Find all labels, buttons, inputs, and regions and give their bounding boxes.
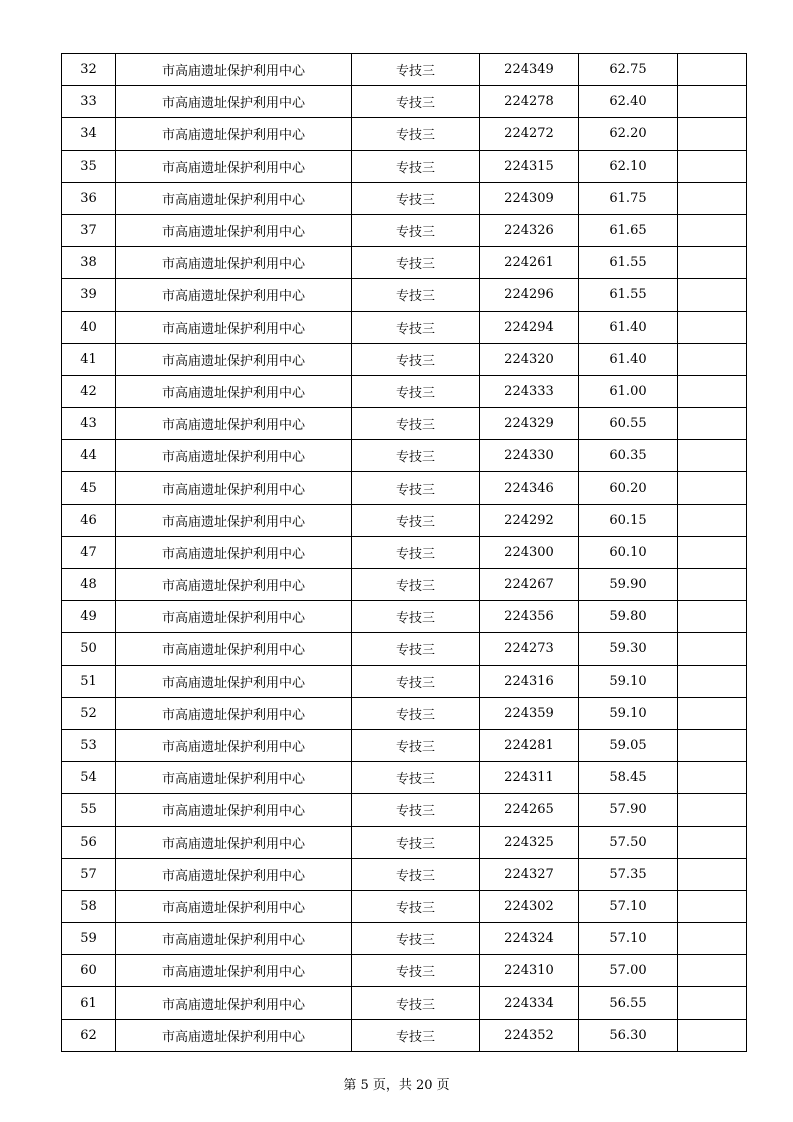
cell-no: 43	[62, 408, 116, 440]
cell-post: 专技三	[352, 729, 480, 761]
cell-no: 32	[62, 54, 116, 86]
table-row	[62, 858, 747, 890]
cell-id: 224309	[480, 182, 579, 214]
cell-post: 专技三	[352, 569, 480, 601]
results-table	[61, 53, 747, 1052]
cell-note	[678, 794, 747, 826]
cell-score: 57.00	[579, 955, 678, 987]
cell-post: 专技三	[352, 890, 480, 922]
cell-score: 60.20	[579, 472, 678, 504]
table-row	[62, 633, 747, 665]
cell-note	[678, 1019, 747, 1051]
cell-post: 专技三	[352, 472, 480, 504]
cell-score: 61.65	[579, 214, 678, 246]
cell-note	[678, 826, 747, 858]
cell-post: 专技三	[352, 150, 480, 182]
cell-note	[678, 279, 747, 311]
cell-no: 49	[62, 601, 116, 633]
cell-no: 45	[62, 472, 116, 504]
cell-score: 60.10	[579, 536, 678, 568]
cell-no: 51	[62, 665, 116, 697]
cell-score: 59.05	[579, 729, 678, 761]
cell-note	[678, 472, 747, 504]
cell-score: 60.55	[579, 408, 678, 440]
cell-no: 38	[62, 247, 116, 279]
cell-no: 56	[62, 826, 116, 858]
cell-score: 58.45	[579, 762, 678, 794]
cell-note	[678, 955, 747, 987]
cell-score: 61.00	[579, 375, 678, 407]
cell-id: 224300	[480, 536, 579, 568]
cell-id: 224310	[480, 955, 579, 987]
cell-no: 44	[62, 440, 116, 472]
cell-no: 61	[62, 987, 116, 1019]
cell-id: 224273	[480, 633, 579, 665]
cell-score: 62.20	[579, 118, 678, 150]
table-row	[62, 150, 747, 182]
cell-post: 专技三	[352, 536, 480, 568]
cell-id: 224278	[480, 86, 579, 118]
cell-score: 62.40	[579, 86, 678, 118]
cell-unit: 市高庙遗址保护利用中心	[116, 729, 352, 761]
cell-score: 60.35	[579, 440, 678, 472]
cell-note	[678, 247, 747, 279]
cell-note	[678, 214, 747, 246]
cell-unit: 市高庙遗址保护利用中心	[116, 697, 352, 729]
cell-note	[678, 697, 747, 729]
cell-score: 59.10	[579, 665, 678, 697]
cell-no: 46	[62, 504, 116, 536]
cell-id: 224320	[480, 343, 579, 375]
cell-id: 224356	[480, 601, 579, 633]
cell-id: 224327	[480, 858, 579, 890]
table-row	[62, 1019, 747, 1051]
table-row	[62, 569, 747, 601]
cell-note	[678, 311, 747, 343]
table-row	[62, 601, 747, 633]
cell-post: 专技三	[352, 214, 480, 246]
cell-post: 专技三	[352, 633, 480, 665]
cell-note	[678, 762, 747, 794]
cell-id: 224294	[480, 311, 579, 343]
cell-note	[678, 569, 747, 601]
cell-post: 专技三	[352, 279, 480, 311]
cell-post: 专技三	[352, 762, 480, 794]
page-footer: 第 5 页，共 20 页	[343, 1078, 450, 1093]
table-row	[62, 118, 747, 150]
cell-score: 59.30	[579, 633, 678, 665]
cell-post: 专技三	[352, 923, 480, 955]
cell-note	[678, 182, 747, 214]
cell-score: 57.10	[579, 890, 678, 922]
cell-no: 40	[62, 311, 116, 343]
cell-unit: 市高庙遗址保护利用中心	[116, 955, 352, 987]
cell-unit: 市高庙遗址保护利用中心	[116, 408, 352, 440]
table-row	[62, 472, 747, 504]
cell-unit: 市高庙遗址保护利用中心	[116, 472, 352, 504]
cell-no: 33	[62, 86, 116, 118]
cell-post: 专技三	[352, 375, 480, 407]
table-row	[62, 890, 747, 922]
cell-score: 59.10	[579, 697, 678, 729]
cell-score: 61.40	[579, 343, 678, 375]
cell-score: 61.75	[579, 182, 678, 214]
table-row	[62, 826, 747, 858]
cell-no: 54	[62, 762, 116, 794]
cell-no: 42	[62, 375, 116, 407]
cell-unit: 市高庙遗址保护利用中心	[116, 987, 352, 1019]
cell-post: 专技三	[352, 440, 480, 472]
cell-note	[678, 118, 747, 150]
cell-score: 60.15	[579, 504, 678, 536]
cell-unit: 市高庙遗址保护利用中心	[116, 633, 352, 665]
cell-id: 224267	[480, 569, 579, 601]
cell-no: 60	[62, 955, 116, 987]
cell-unit: 市高庙遗址保护利用中心	[116, 311, 352, 343]
cell-id: 224315	[480, 150, 579, 182]
table-row	[62, 54, 747, 86]
table-row	[62, 408, 747, 440]
cell-id: 224316	[480, 665, 579, 697]
cell-note	[678, 54, 747, 86]
cell-no: 52	[62, 697, 116, 729]
cell-score: 62.75	[579, 54, 678, 86]
cell-unit: 市高庙遗址保护利用中心	[116, 118, 352, 150]
cell-unit: 市高庙遗址保护利用中心	[116, 375, 352, 407]
table-row	[62, 311, 747, 343]
cell-score: 57.50	[579, 826, 678, 858]
table-row	[62, 762, 747, 794]
table-row	[62, 375, 747, 407]
cell-note	[678, 440, 747, 472]
cell-post: 专技三	[352, 182, 480, 214]
cell-unit: 市高庙遗址保护利用中心	[116, 923, 352, 955]
cell-score: 59.80	[579, 601, 678, 633]
cell-unit: 市高庙遗址保护利用中心	[116, 247, 352, 279]
table-row	[62, 697, 747, 729]
cell-note	[678, 601, 747, 633]
cell-no: 39	[62, 279, 116, 311]
cell-no: 47	[62, 536, 116, 568]
cell-no: 59	[62, 923, 116, 955]
cell-note	[678, 150, 747, 182]
cell-post: 专技三	[352, 311, 480, 343]
cell-no: 62	[62, 1019, 116, 1051]
cell-no: 34	[62, 118, 116, 150]
table-body	[62, 54, 747, 1052]
cell-unit: 市高庙遗址保护利用中心	[116, 890, 352, 922]
table-row	[62, 665, 747, 697]
cell-post: 专技三	[352, 601, 480, 633]
cell-note	[678, 504, 747, 536]
cell-score: 56.30	[579, 1019, 678, 1051]
cell-id: 224333	[480, 375, 579, 407]
table-row	[62, 214, 747, 246]
cell-post: 专技三	[352, 54, 480, 86]
cell-score: 56.55	[579, 987, 678, 1019]
cell-score: 61.55	[579, 279, 678, 311]
cell-post: 专技三	[352, 118, 480, 150]
cell-score: 57.35	[579, 858, 678, 890]
cell-no: 36	[62, 182, 116, 214]
cell-score: 57.10	[579, 923, 678, 955]
cell-no: 35	[62, 150, 116, 182]
cell-id: 224330	[480, 440, 579, 472]
cell-id: 224324	[480, 923, 579, 955]
table-row	[62, 440, 747, 472]
cell-post: 专技三	[352, 86, 480, 118]
cell-no: 58	[62, 890, 116, 922]
cell-id: 224359	[480, 697, 579, 729]
cell-unit: 市高庙遗址保护利用中心	[116, 1019, 352, 1051]
table-row	[62, 955, 747, 987]
cell-id: 224346	[480, 472, 579, 504]
cell-no: 41	[62, 343, 116, 375]
cell-unit: 市高庙遗址保护利用中心	[116, 536, 352, 568]
cell-no: 55	[62, 794, 116, 826]
cell-no: 53	[62, 729, 116, 761]
cell-score: 61.55	[579, 247, 678, 279]
cell-id: 224302	[480, 890, 579, 922]
cell-post: 专技三	[352, 794, 480, 826]
cell-no: 37	[62, 214, 116, 246]
cell-unit: 市高庙遗址保护利用中心	[116, 601, 352, 633]
cell-id: 224334	[480, 987, 579, 1019]
cell-unit: 市高庙遗址保护利用中心	[116, 794, 352, 826]
cell-note	[678, 987, 747, 1019]
cell-unit: 市高庙遗址保护利用中心	[116, 182, 352, 214]
cell-unit: 市高庙遗址保护利用中心	[116, 440, 352, 472]
cell-unit: 市高庙遗址保护利用中心	[116, 569, 352, 601]
cell-unit: 市高庙遗址保护利用中心	[116, 762, 352, 794]
cell-unit: 市高庙遗址保护利用中心	[116, 343, 352, 375]
cell-post: 专技三	[352, 697, 480, 729]
cell-note	[678, 729, 747, 761]
cell-score: 59.90	[579, 569, 678, 601]
cell-score: 57.90	[579, 794, 678, 826]
table-row	[62, 794, 747, 826]
cell-note	[678, 858, 747, 890]
cell-post: 专技三	[352, 504, 480, 536]
cell-unit: 市高庙遗址保护利用中心	[116, 826, 352, 858]
table-row	[62, 536, 747, 568]
cell-id: 224349	[480, 54, 579, 86]
table-row	[62, 86, 747, 118]
cell-no: 48	[62, 569, 116, 601]
cell-id: 224261	[480, 247, 579, 279]
cell-id: 224352	[480, 1019, 579, 1051]
cell-post: 专技三	[352, 247, 480, 279]
cell-post: 专技三	[352, 665, 480, 697]
cell-id: 224326	[480, 214, 579, 246]
table-row	[62, 279, 747, 311]
cell-unit: 市高庙遗址保护利用中心	[116, 214, 352, 246]
cell-unit: 市高庙遗址保护利用中心	[116, 279, 352, 311]
cell-id: 224325	[480, 826, 579, 858]
cell-unit: 市高庙遗址保护利用中心	[116, 86, 352, 118]
table-row	[62, 923, 747, 955]
table-row	[62, 987, 747, 1019]
table-row	[62, 182, 747, 214]
cell-unit: 市高庙遗址保护利用中心	[116, 150, 352, 182]
cell-note	[678, 633, 747, 665]
cell-post: 专技三	[352, 858, 480, 890]
table-row	[62, 247, 747, 279]
cell-id: 224272	[480, 118, 579, 150]
cell-no: 57	[62, 858, 116, 890]
cell-note	[678, 408, 747, 440]
cell-id: 224329	[480, 408, 579, 440]
table-row	[62, 504, 747, 536]
cell-score: 61.40	[579, 311, 678, 343]
cell-note	[678, 343, 747, 375]
cell-unit: 市高庙遗址保护利用中心	[116, 504, 352, 536]
cell-id: 224311	[480, 762, 579, 794]
cell-unit: 市高庙遗址保护利用中心	[116, 858, 352, 890]
cell-post: 专技三	[352, 408, 480, 440]
cell-score: 62.10	[579, 150, 678, 182]
cell-id: 224281	[480, 729, 579, 761]
cell-post: 专技三	[352, 1019, 480, 1051]
cell-note	[678, 665, 747, 697]
cell-note	[678, 86, 747, 118]
cell-id: 224296	[480, 279, 579, 311]
cell-note	[678, 536, 747, 568]
cell-note	[678, 375, 747, 407]
cell-post: 专技三	[352, 343, 480, 375]
cell-unit: 市高庙遗址保护利用中心	[116, 54, 352, 86]
cell-post: 专技三	[352, 987, 480, 1019]
table-row	[62, 729, 747, 761]
cell-note	[678, 890, 747, 922]
cell-unit: 市高庙遗址保护利用中心	[116, 665, 352, 697]
cell-id: 224292	[480, 504, 579, 536]
table-row	[62, 343, 747, 375]
cell-note	[678, 923, 747, 955]
cell-post: 专技三	[352, 826, 480, 858]
cell-id: 224265	[480, 794, 579, 826]
cell-post: 专技三	[352, 955, 480, 987]
cell-no: 50	[62, 633, 116, 665]
